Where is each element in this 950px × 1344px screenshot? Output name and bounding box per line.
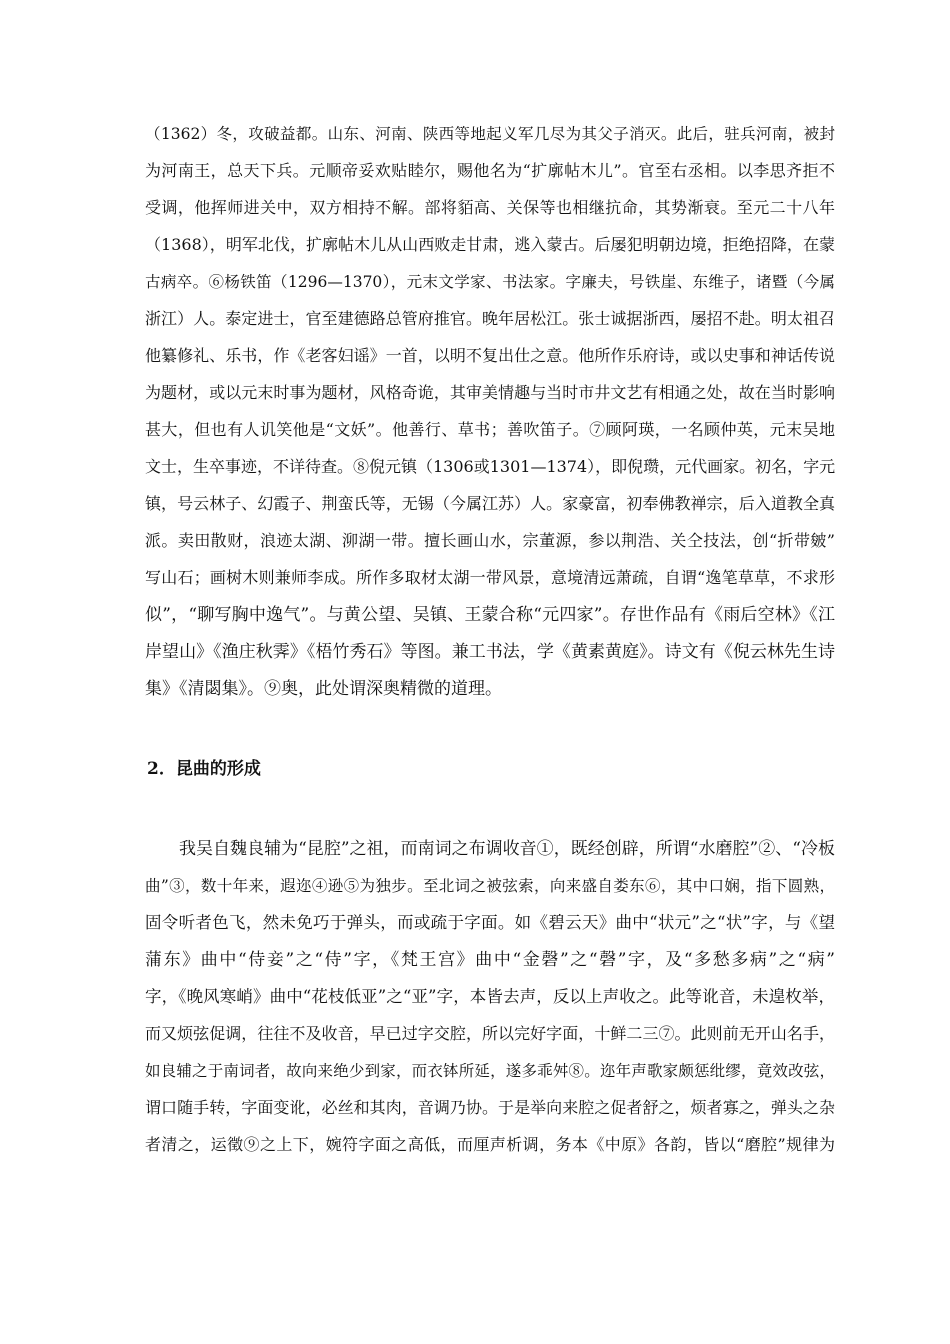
text-line: 浙江）人。泰定进士，官至建德路总管府推官。晚年居松江。张士诚据浙西，屡招不赴。明太祖召 xyxy=(145,309,835,328)
text-line: 写山石；画树木则兼师李成。所作多取材太湖一带风景，意境清远萧疏，自谓“逸笔草草，不求形 xyxy=(145,568,835,587)
text-line: 文士，生卒事迹，不详待查。⑧倪元镇（1306或1301—1374），即倪瓒，元代画家。初名，字元 xyxy=(145,457,836,476)
text-line: 集》《清閟集》。⑨奥，此处谓深奥精微的道理。 xyxy=(145,679,502,699)
text-line: 为题材，或以元末时事为题材，风格奇诡，其审美情趣与当时市井文艺有相通之处，故在当时影响 xyxy=(145,383,835,402)
text-line: 字，《晚风寒峭》曲中“花枝低亚”之“亚”字，本皆去声，反以上声收之。此等讹音，未遑枚举， xyxy=(145,987,835,1006)
text-line: 似”，“聊写胸中逸气”。与黄公望、吴镇、王蒙合称“元四家”。存世作品有《雨后空林》《江 xyxy=(145,605,835,625)
text-line: 为河南王，总天下兵。元顺帝妥欢贴睦尔，赐他名为“扩廓帖木儿”。官至右丞相。以李思齐拒不 xyxy=(145,161,835,180)
section-heading: 2．昆曲的形成 xyxy=(147,759,261,779)
text-line: 谓口随手转，字面变讹，必丝和其肉，音调乃协。于是举向来腔之促者舒之，烦者寡之，弹头之杂 xyxy=(145,1098,835,1117)
text-line: 曲”③，数十年来，遐迩④逊⑤为独步。至北词之被弦索，向来盛自娄东⑥，其中口娴，指下圆熟， xyxy=(145,877,835,895)
text-line: 如良辅之于南词者，故向来绝少到家，而衣钵所延，遂多乖舛⑧。迩年声歌家颇惩纰缪，竟效改弦， xyxy=(145,1062,835,1080)
text-line: 固令听者色飞，然未免巧于弹头，而或疏于字面。如《碧云天》曲中“状元”之“状”字，与《望 xyxy=(145,913,835,932)
text-line: 古病卒。⑥杨铁笛（1296—1370），元末文学家、书法家。字廉夫，号铁崖、东维子，诸暨（今属 xyxy=(145,273,835,291)
text-line: 岸望山》《渔庄秋霁》《梧竹秀石》等图。兼工书法，学《黄素黄庭》。诗文有《倪云林先生诗 xyxy=(145,642,835,662)
text-line: 者清之，运徵⑨之上下，婉符字面之高低，而厘声析调，务本《中原》各韵，皆以“磨腔”规律为 xyxy=(145,1135,835,1154)
text-line: 镇，号云林子、幻霞子、荆蛮氏等，无锡（今属江苏）人。家豪富，初奉佛教禅宗，后入道教全真 xyxy=(145,494,835,513)
text-line: 而又烦弦促调，往往不及收音，早已过字交腔，所以完好字面，十鲜二三⑦。此则前无开山名手， xyxy=(145,1024,835,1043)
text-line: 受调，他挥师进关中，双方相持不解。部将貊高、关保等也相继抗命，其势渐衰。至元二十八年 xyxy=(145,198,835,217)
text-line: （1368），明军北伐，扩廓帖木儿从山西败走甘肃，逃入蒙古。后屡犯明朝边境，拒绝招降，在蒙 xyxy=(145,235,835,254)
text-line: （1362）冬，攻破益都。山东、河南、陕西等地起义军几尽为其父子消灭。此后，驻兵河南，被封 xyxy=(145,125,835,143)
text-line: 甚大，但也有人讥笑他是“文妖”。他善行、草书；善吹笛子。⑦顾阿瑛，一名顾仲英，元末吴地 xyxy=(145,420,835,439)
text-line: 派。卖田散财，浪迹太湖、泖湖一带。擅长画山水，宗董源，参以荆浩、关仝技法，创“折带皴” xyxy=(145,531,835,550)
text-line: 我吴自魏良辅为“昆腔”之祖，而南词之布调收音①，既经创辟，所谓“水磨腔”②、“冷板 xyxy=(179,839,835,859)
text-line: 蒲东》曲中“侍妾”之“侍”字，《梵王宫》曲中“金磬”之“磬”字，及“多愁多病”之“病” xyxy=(145,950,835,970)
text-line: 他纂修礼、乐书，作《老客妇谣》一首，以明不复出仕之意。他所作乐府诗，或以史事和神话传说 xyxy=(145,346,835,365)
